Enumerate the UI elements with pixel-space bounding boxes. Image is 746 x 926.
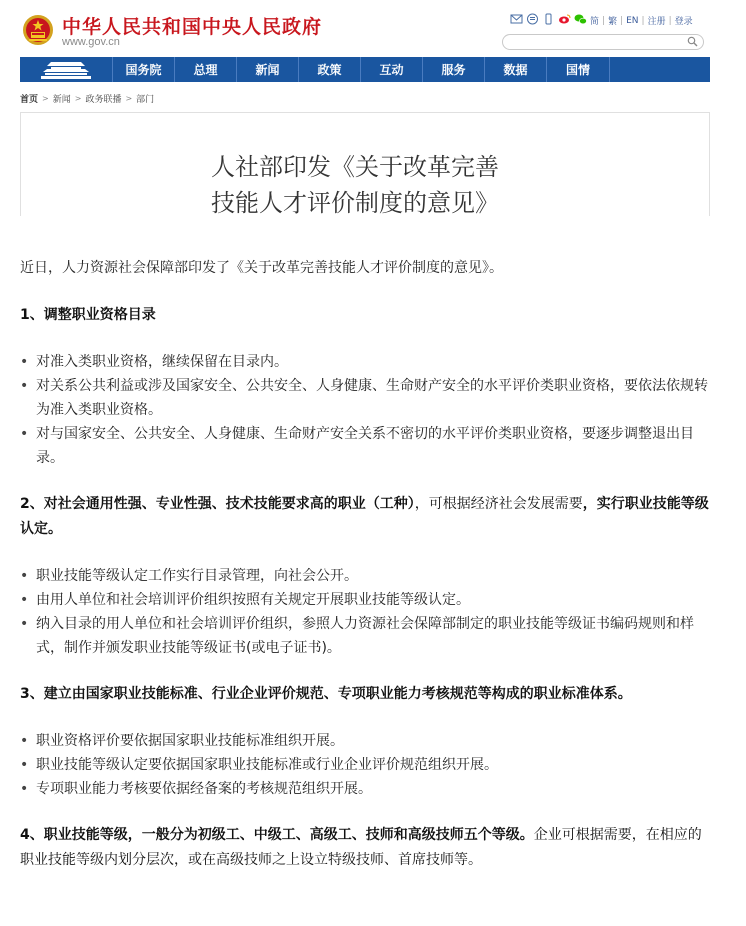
register-link[interactable]: 注册 bbox=[647, 17, 666, 27]
tiananmen-home-icon[interactable] bbox=[37, 60, 95, 80]
search-icon[interactable] bbox=[687, 36, 698, 47]
section-4-heading-bold: 4、职业技能等级，一般分为初级工、中级工、高级工、技师和高级技师五个等级。 bbox=[20, 827, 534, 843]
site-title[interactable]: 中华人民共和国中央人民政府 bbox=[62, 16, 323, 38]
main-nav bbox=[20, 57, 710, 82]
article-body bbox=[20, 256, 712, 873]
search-input[interactable] bbox=[511, 41, 691, 53]
lang-simplified-link[interactable]: 简 bbox=[590, 17, 600, 27]
list-item: • 职业资格评价要依据国家职业技能标准组织开展。 bbox=[20, 729, 712, 753]
nav-item-interaction[interactable]: 互动 bbox=[361, 57, 423, 82]
section-2-heading-bold-b: ，实行职业技能等级认定。 bbox=[20, 496, 709, 537]
list-item: • 对关系公共利益或涉及国家安全、公共安全、人身健康、生命财产安全的水平评价类职业资格，要依法依规转为准入类职业资格。 bbox=[20, 374, 712, 422]
list-item: • 专项职业能力考核要依据经备案的考核规范组织开展。 bbox=[20, 777, 712, 801]
site-header bbox=[0, 0, 746, 60]
breadcrumb-gov-bulletin[interactable]: 政务联播 bbox=[85, 95, 122, 105]
nav-home[interactable] bbox=[20, 57, 113, 82]
section-1-list bbox=[20, 350, 712, 470]
section-3-list bbox=[20, 729, 712, 801]
divider: | bbox=[620, 15, 624, 26]
list-item: • 对与国家安全、公共安全、人身健康、生命财产安全关系不密切的水平评价类职业资格，要逐步调整退出目录。 bbox=[20, 422, 712, 470]
breadcrumb-separator: > bbox=[42, 94, 49, 103]
login-link[interactable]: 登录 bbox=[674, 17, 693, 27]
lang-links bbox=[590, 14, 693, 27]
section-4-paragraph bbox=[20, 823, 712, 873]
nav-item-services[interactable]: 服务 bbox=[423, 57, 485, 82]
breadcrumb-separator: > bbox=[125, 94, 133, 103]
site-domain: www.gov.cn bbox=[62, 36, 120, 48]
breadcrumb-news[interactable]: 新闻 bbox=[52, 95, 71, 105]
article-intro: 近日，人力资源社会保障部印发了《关于改革完善技能人才评价制度的意见》。 bbox=[20, 260, 503, 276]
national-emblem-icon[interactable] bbox=[22, 12, 54, 48]
list-item: • 职业技能等级认定工作实行目录管理，向社会公开。 bbox=[20, 564, 712, 588]
list-item: • 纳入目录的用人单位和社会培训评价组织，参照人力资源社会保障部制定的职业技能等级证书编码规则和样式，制作并颁发职业技能等级证书(或电子证书)。 bbox=[20, 612, 712, 660]
nav-item-premier[interactable]: 总理 bbox=[175, 57, 237, 82]
section-2-list bbox=[20, 564, 712, 660]
breadcrumb-separator: > bbox=[74, 94, 82, 103]
search-box bbox=[502, 34, 704, 50]
weibo-icon[interactable] bbox=[558, 13, 571, 25]
nav-item-policy[interactable]: 政策 bbox=[299, 57, 361, 82]
section-4-heading-normal: 企业可根据需要，在相应的职业技能等级内划分层次，或在高级技师之上设立特级技师、首席技师等。 bbox=[20, 827, 702, 868]
lang-english-link[interactable]: EN bbox=[626, 15, 639, 26]
divider: | bbox=[602, 15, 606, 26]
list-item: • 由用人单位和社会培训评价组织按照有关规定开展职业技能等级认定。 bbox=[20, 588, 712, 612]
mail-icon[interactable] bbox=[510, 13, 523, 25]
nav-item-national-info[interactable]: 国情 bbox=[547, 57, 610, 82]
section-2-heading bbox=[20, 492, 712, 542]
list-item: • 对准入类职业资格，继续保留在目录内。 bbox=[20, 350, 712, 374]
rss-icon[interactable] bbox=[526, 13, 539, 25]
lang-traditional-link[interactable]: 繁 bbox=[608, 17, 618, 27]
list-item: • 职业技能等级认定要依据国家职业技能标准或行业企业评价规范组织开展。 bbox=[20, 753, 712, 777]
mobile-icon[interactable] bbox=[542, 13, 555, 25]
banner-title-line-1: 人社部印发《关于改革完善 bbox=[211, 153, 499, 181]
article-banner bbox=[20, 112, 710, 216]
breadcrumb-home[interactable]: 首页 bbox=[20, 95, 39, 105]
nav-item-data[interactable]: 数据 bbox=[485, 57, 547, 82]
section-3-heading: 3、建立由国家职业技能标准、行业企业评价规范、专项职业能力考核规范等构成的职业标准体系。 bbox=[20, 686, 632, 702]
section-2-heading-normal: ，可根据经济社会发展需要 bbox=[414, 496, 583, 512]
nav-item-state-council[interactable]: 国务院 bbox=[113, 57, 175, 82]
top-icon-bar bbox=[510, 13, 587, 25]
wechat-icon[interactable] bbox=[574, 13, 587, 25]
section-2-heading-bold-a: 2、对社会通用性强、专业性强、技术技能要求高的职业（工种） bbox=[20, 496, 415, 512]
breadcrumb bbox=[20, 92, 154, 105]
banner-title-line-2: 技能人才评价制度的意见》 bbox=[211, 189, 499, 217]
breadcrumb-departments[interactable]: 部门 bbox=[136, 95, 155, 105]
nav-item-news[interactable]: 新闻 bbox=[237, 57, 299, 82]
divider: | bbox=[641, 15, 645, 26]
section-1-heading: 1、调整职业资格目录 bbox=[20, 307, 156, 323]
divider: | bbox=[668, 15, 672, 26]
